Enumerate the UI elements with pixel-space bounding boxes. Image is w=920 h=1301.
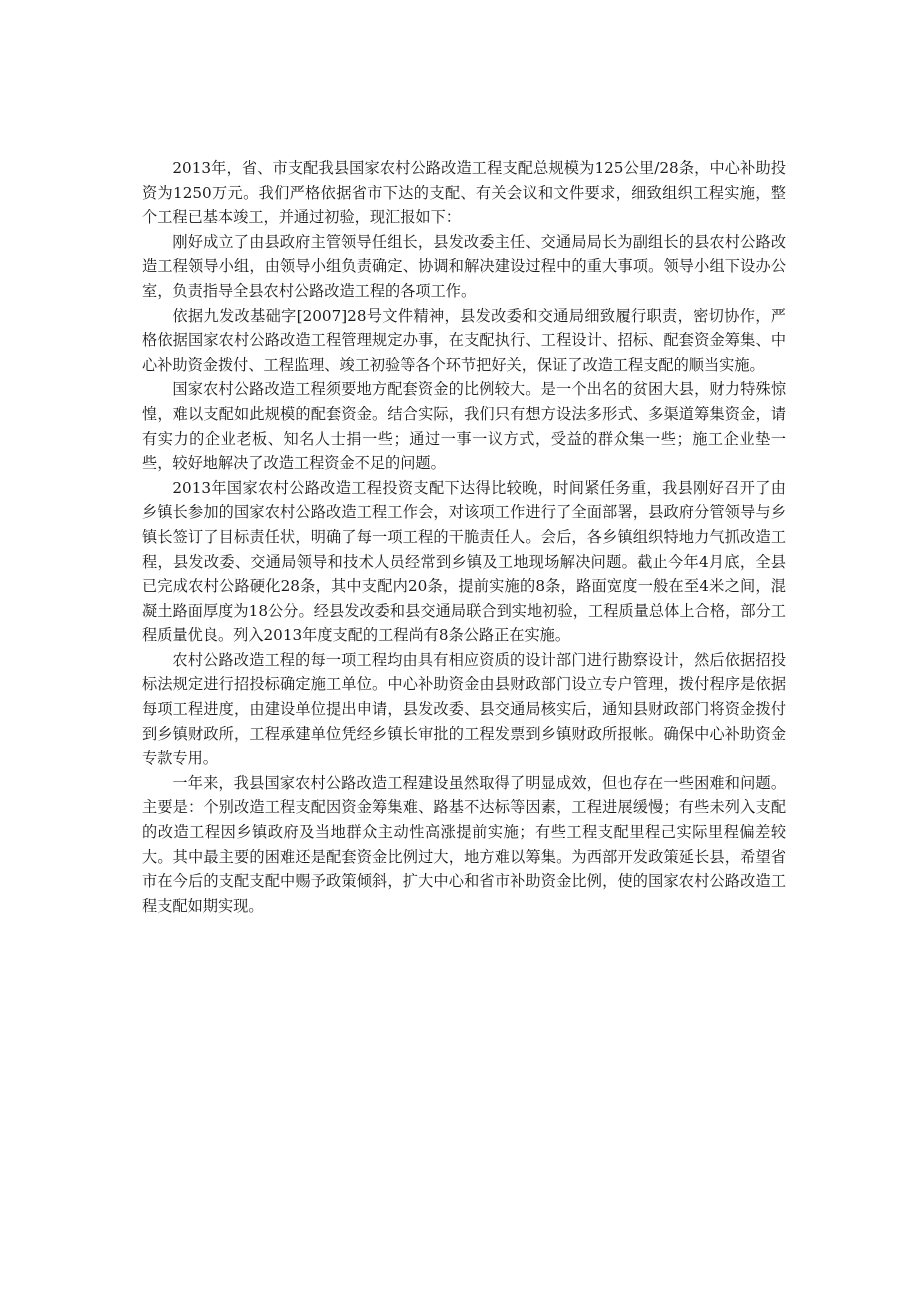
paragraph-funding: 国家农村公路改造工程须要地方配套资金的比例较大。是一个出名的贫困大县，财力特殊惊惶，难以支配如此规模的配套资金。结合实际，我们只有想方设法多形式、多渠道筹集资金，请有实力的企业老板、知名人士捐一些；通过一事一议方式，受益的群众集一些；施工企业垫一些，较好地解决了改造工程资金不足的问题。 xyxy=(142,380,786,473)
paragraph-problems: 一年来，我县国家农村公路改造工程建设虽然取得了明显成效，但也存在一些困难和问题。主要是：个别改造工程支配因资金筹集难、路基不达标等因素，工程进展缓慢；有些未列入支配的改造工程因乡镇政府及当地群众主动性高涨提前实施；有些工程支配里程己实际里程偏差较大。其中最主要的困难还是配套资金比例过大，地方难以筹集。为西部开发政策延长县，希望省市在今后的支配支配中赐予政策倾斜，扩大中心和省市补助资金比例，使的国家农村公路改造工程支配如期实现。 xyxy=(142,773,786,915)
document-body xyxy=(142,156,786,918)
paragraph-progress: 2013年国家农村公路改造工程投资支配下达得比较晚，时间紧任务重，我县刚好召开了由乡镇长参加的国家农村公路改造工程工作会，对该项工作进行了全面部署，县政府分管领导与乡镇长签订了目标责任状，明确了每一项工程的干脆责任人。会后，各乡镇组织特地力气抓改造工程，县发改委、交通局领导和技术人员经常到乡镇及工地现场解决问题。截止今年4月底，全县已完成农村公路硬化28条，其中支配内20条，提前实施的8条，路面宽度一般在至4米之间，混凝土路面厚度为18公分。经县发改委和县交通局联合到实地初验，工程质量总体上合格，部分工程质量优良。列入2013年度支配的工程尚有8条公路正在实施。 xyxy=(142,478,786,645)
paragraph-overview: 2013年，省、市支配我县国家农村公路改造工程支配总规模为125公里/28条，中心补助投资为1250万元。我们严格依据省市下达的支配、有关会议和文件要求，细致组织工程实施，整个工程已基本竣工，并通过初验，现汇报如下： xyxy=(142,159,786,227)
paragraph-leadership-group: 刚好成立了由县政府主管领导任组长，县发改委主任、交通局局长为副组长的县农村公路改造工程领导小组，由领导小组负责确定、协调和解决建设过程中的重大事项。领导小组下设办公室，负责指导全县农村公路改造工程的各项工作。 xyxy=(142,232,786,300)
paragraph-design-bidding: 农村公路改造工程的每一项工程均由具有相应资质的设计部门进行勘察设计，然后依据招投标法规定进行招投标确定施工单位。中心补助资金由县财政部门设立专户管理，拨付程序是依据每项工程进度，由建设单位提出申请，县发改委、县交通局核实后，通知县财政部门将资金拨付到乡镇财政所，工程承建单位凭经乡镇长审批的工程发票到乡镇财政所报帐。确保中心补助资金专款专用。 xyxy=(142,650,786,768)
paragraph-management: 依据九发改基础字[2007]28号文件精神，县发改委和交通局细致履行职责，密切协作，严格依据国家农村公路改造工程管理规定办事，在支配执行、工程设计、招标、配套资金筹集、中心补助资金拨付、工程监理、竣工初验等各个环节把好关，保证了改造工程支配的顺当实施。 xyxy=(142,306,786,374)
